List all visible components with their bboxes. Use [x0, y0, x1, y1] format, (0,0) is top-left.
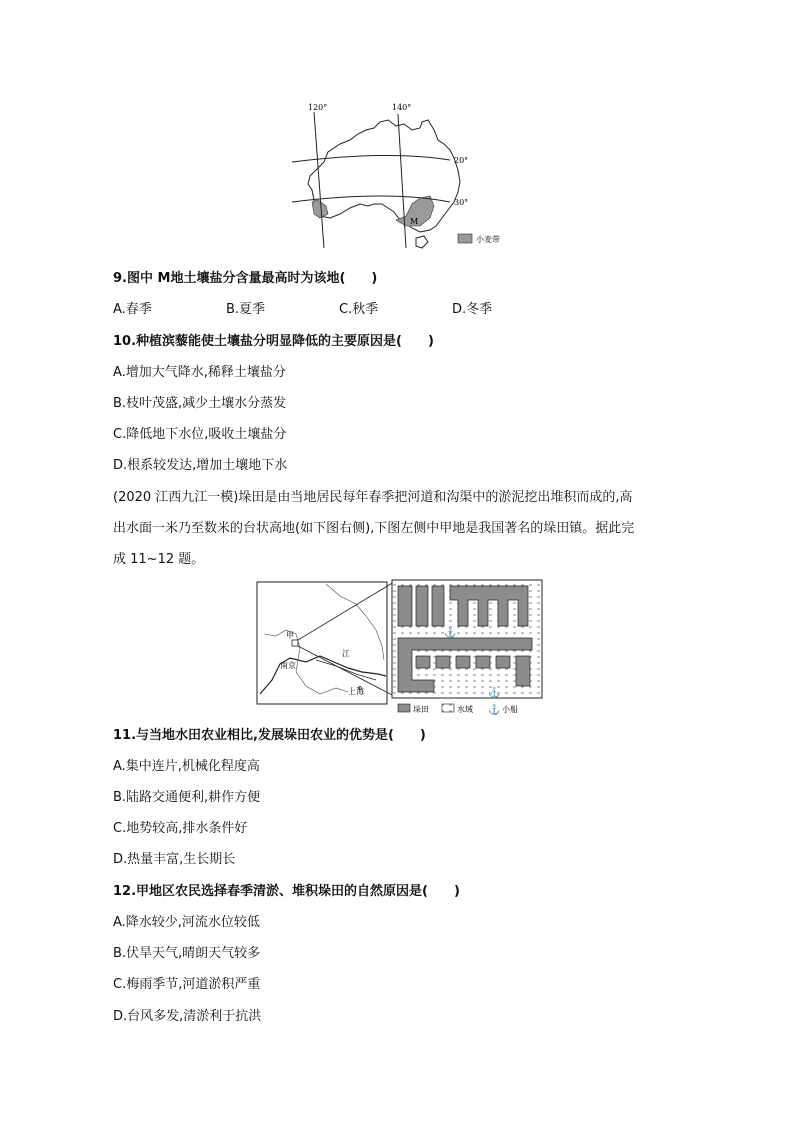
duotian-map: [256, 576, 546, 716]
q12-option-c[interactable]: C.梅雨季节,河道淤积严重: [113, 977, 261, 992]
q11-option-c[interactable]: C.地势较高,排水条件好: [113, 821, 248, 836]
q11-option-a[interactable]: A.集中连片,机械化程度高: [113, 759, 260, 774]
legend-duotian-swatch: [398, 704, 410, 712]
legend-boat-label: 小船: [502, 705, 518, 714]
boat-icon-1: ⚓: [444, 628, 457, 639]
legend-water-label: 水域: [457, 705, 473, 714]
question-12-stem: 12.甲地区农民选择春季清淤、堆积垛田的自然原因是( ): [113, 884, 460, 899]
legend-water-swatch: [442, 704, 454, 712]
lat-label-30: 30°: [454, 198, 469, 207]
lat-label-20: 20°: [454, 156, 469, 165]
q10-option-c[interactable]: C.降低地下水位,吸收土壤盐分: [113, 427, 287, 442]
boat-icon-2: ⚓: [488, 688, 501, 699]
q9-option-c[interactable]: C.秋季: [339, 302, 379, 317]
q9-option-b[interactable]: B.夏季: [226, 302, 266, 317]
q11-option-d[interactable]: D.热量丰富,生长期长: [113, 852, 236, 867]
intro-line-2: 出水面一米乃至数米的台状高地(如下图右侧),下图左侧中甲地是我国著名的垛田镇。据此完: [113, 521, 635, 536]
label-shanghai: 上海: [348, 687, 364, 696]
q9-option-d[interactable]: D.冬季: [452, 302, 493, 317]
label-jia: 甲: [286, 631, 294, 640]
point-m-label: M: [410, 217, 419, 226]
label-jiang: 江: [342, 649, 350, 658]
q10-option-b[interactable]: B.枝叶茂盛,减少土壤水分蒸发: [113, 396, 287, 411]
jia-marker: [292, 640, 298, 646]
question-11-stem: 11.与当地水田农业相比,发展垛田农业的优势是( ): [113, 728, 426, 743]
intro-line-3: 成 11~12 题。: [113, 552, 205, 567]
legend-boat-icon: ⚓: [488, 705, 501, 716]
legend-wheat-label: 小麦带: [476, 235, 500, 244]
q12-option-b[interactable]: B.伏旱天气,晴朗天气较多: [113, 946, 261, 961]
q10-option-d[interactable]: D.根系较发达,增加土壤地下水: [113, 458, 288, 473]
q12-option-d[interactable]: D.台风多发,清淤利于抗洪: [113, 1009, 262, 1024]
region-map-frame: [257, 582, 387, 704]
australia-map: [288, 100, 518, 250]
tasmania: [416, 236, 428, 248]
legend-duotian-label: 垛田: [413, 705, 429, 714]
intro-line-1: (2020 江西九江一模)垛田是由当地居民每年春季把河道和沟渠中的淤泥挖出堆积而成的,高: [113, 490, 633, 505]
lon-label-140: 140°: [392, 103, 412, 112]
question-9-stem: 9.图中 M地土壤盐分含量最高时为该地( ): [113, 271, 378, 286]
lon-label-120: 120°: [308, 103, 328, 112]
q10-option-a[interactable]: A.增加大气降水,稀释土壤盐分: [113, 365, 286, 380]
legend-wheat-swatch: [458, 234, 472, 243]
q12-option-a[interactable]: A.降水较少,河流水位较低: [113, 915, 260, 930]
q11-option-b[interactable]: B.陆路交通便利,耕作方便: [113, 790, 261, 805]
australia-coastline: [308, 120, 460, 232]
q9-option-a[interactable]: A.春季: [113, 302, 152, 317]
label-nanjing: 南京: [280, 661, 296, 670]
question-10-stem: 10.种植滨藜能使土壤盐分明显降低的主要原因是( ): [113, 334, 434, 349]
